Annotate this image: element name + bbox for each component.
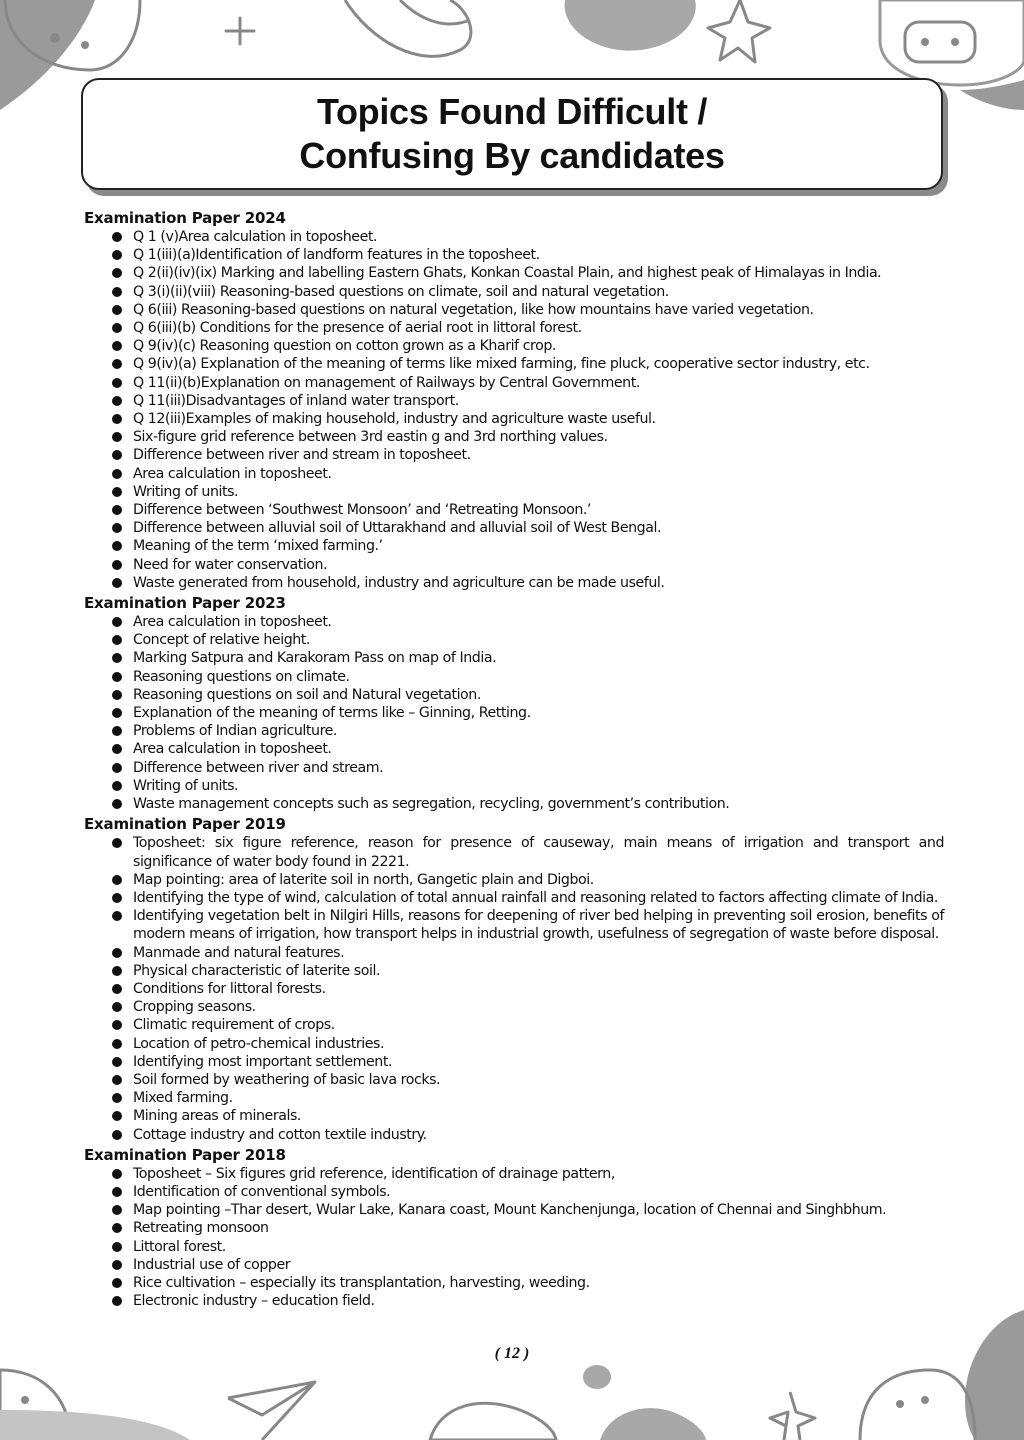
content	[84, 207, 944, 1310]
bullet-icon	[112, 984, 122, 994]
list-item: Six-figure grid reference between 3rd eastin g and 3rd northing values.	[84, 428, 944, 446]
list-item: Conditions for littoral forests.	[84, 980, 944, 998]
bullet-icon	[112, 1039, 122, 1049]
bullet-icon	[112, 505, 122, 515]
list-item: Q 1(iii)(a)Identification of landform features in the toposheet.	[84, 246, 944, 264]
bullet-icon	[112, 799, 122, 809]
list-item: Reasoning questions on climate.	[84, 668, 944, 686]
bullet-icon	[112, 1057, 122, 1067]
list-item: Problems of Indian agriculture.	[84, 722, 944, 740]
bullet-icon	[112, 653, 122, 663]
bullet-icon	[112, 948, 122, 958]
bullet-icon	[112, 305, 122, 315]
bullet-icon	[112, 838, 122, 848]
list-item: Mixed farming.	[84, 1089, 944, 1107]
bullet-icon	[112, 875, 122, 885]
list-item: Electronic industry – education field.	[84, 1292, 944, 1310]
bullet-icon	[112, 763, 122, 773]
list-item: Q 2(ii)(iv)(ix) Marking and labelling Eastern Ghats, Konkan Coastal Plain, and highest peak of Himalayas in India.	[84, 264, 944, 282]
list-2019	[84, 834, 944, 1143]
page-title-line-2: Confusing By candidates	[299, 135, 725, 176]
list-item: Identifying vegetation belt in Nilgiri Hills, reasons for deepening of river bed helping in preventing soil erosion, benefits of modern means of irrigation, how transport helps in industrial growth, usefulness of segregation of waste before disposal.	[84, 907, 944, 943]
list-item: Location of petro-chemical industries.	[84, 1035, 944, 1053]
bullet-icon	[112, 469, 122, 479]
bullet-icon	[112, 414, 122, 424]
bullet-icon	[112, 893, 122, 903]
list-item: Writing of units.	[84, 483, 944, 501]
list-item: Waste generated from household, industry and agriculture can be made useful.	[84, 574, 944, 592]
bullet-icon	[112, 560, 122, 570]
bullet-icon	[112, 1223, 122, 1233]
bullet-icon	[112, 1242, 122, 1252]
bullet-icon	[112, 1130, 122, 1140]
list-item: Rice cultivation – especially its transplantation, harvesting, weeding.	[84, 1274, 944, 1292]
bullet-icon	[112, 378, 122, 388]
list-2024	[84, 228, 944, 592]
list-item: Difference between alluvial soil of Uttarakhand and alluvial soil of West Bengal.	[84, 519, 944, 537]
list-item: Q 1 (v)Area calculation in toposheet.	[84, 228, 944, 246]
section-heading-2024: Examination Paper 2024	[84, 209, 286, 227]
page-title-line-1: Topics Found Difficult /	[316, 91, 708, 132]
bullet-icon	[112, 672, 122, 682]
list-item: Climatic requirement of crops.	[84, 1016, 944, 1034]
bullet-icon	[112, 432, 122, 442]
bullet-icon	[112, 635, 122, 645]
bullet-icon	[112, 1111, 122, 1121]
section-heading-2018: Examination Paper 2018	[84, 1145, 286, 1164]
list-item: Industrial use of copper	[84, 1256, 944, 1274]
bullet-icon	[112, 541, 122, 551]
title-box	[81, 78, 943, 190]
list-item: Q 6(iii)(b) Conditions for the presence of aerial root in littoral forest.	[84, 319, 944, 337]
list-item: Physical characteristic of laterite soil.	[84, 962, 944, 980]
bullet-icon	[112, 341, 122, 351]
bullet-icon	[112, 781, 122, 791]
list-item: Mining areas of minerals.	[84, 1107, 944, 1125]
list-item: Difference between ‘Southwest Monsoon’ and ‘Retreating Monsoon.’	[84, 501, 944, 519]
bullet-icon	[112, 450, 122, 460]
list-item: Soil formed by weathering of basic lava rocks.	[84, 1071, 944, 1089]
list-item: Area calculation in toposheet.	[84, 740, 944, 758]
bullet-icon	[112, 966, 122, 976]
list-item: Littoral forest.	[84, 1238, 944, 1256]
list-item: Map pointing –Thar desert, Wular Lake, Kanara coast, Mount Kanchenjunga, location of Chennai and Singhbhum.	[84, 1201, 944, 1219]
bullet-icon	[112, 396, 122, 406]
list-item: Writing of units.	[84, 777, 944, 795]
list-item: Toposheet: six figure reference, reason for presence of causeway, main means of irrigation and transport and significance of water body found in 2221.	[84, 834, 944, 870]
list-item: Q 12(iii)Examples of making household, industry and agriculture waste useful.	[84, 410, 944, 428]
bullet-icon	[112, 911, 122, 921]
list-item: Difference between river and stream in toposheet.	[84, 446, 944, 464]
bullet-icon	[112, 1187, 122, 1197]
list-item: Q 9(iv)(c) Reasoning question on cotton grown as a Kharif crop.	[84, 337, 944, 355]
bullet-icon	[112, 690, 122, 700]
bullet-icon	[112, 323, 122, 333]
list-item: Cropping seasons.	[84, 998, 944, 1016]
list-item: Retreating monsoon	[84, 1219, 944, 1237]
list-item: Identification of conventional symbols.	[84, 1183, 944, 1201]
list-item: Q 9(iv)(a) Explanation of the meaning of terms like mixed farming, fine pluck, cooperative sector industry, etc.	[84, 355, 944, 373]
bullet-icon	[112, 232, 122, 242]
bullet-icon	[112, 578, 122, 588]
bullet-icon	[112, 1093, 122, 1103]
list-2018	[84, 1165, 944, 1311]
list-item: Cottage industry and cotton textile industry.	[84, 1126, 944, 1144]
bullet-icon	[112, 523, 122, 533]
list-item: Need for water conservation.	[84, 556, 944, 574]
list-item: Manmade and natural features.	[84, 944, 944, 962]
list-2023	[84, 613, 944, 813]
list-item: Map pointing: area of laterite soil in north, Gangetic plain and Digboi.	[84, 871, 944, 889]
bullet-icon	[112, 487, 122, 497]
bullet-icon	[112, 359, 122, 369]
bullet-icon	[112, 708, 122, 718]
bullet-icon	[112, 726, 122, 736]
list-item: Reasoning questions on soil and Natural vegetation.	[84, 686, 944, 704]
list-item: Q 11(iii)Disadvantages of inland water transport.	[84, 392, 944, 410]
bullet-icon	[112, 287, 122, 297]
bullet-icon	[112, 1020, 122, 1030]
bullet-icon	[112, 1002, 122, 1012]
bullet-icon	[112, 744, 122, 754]
list-item: Marking Satpura and Karakoram Pass on map of India.	[84, 649, 944, 667]
bullet-icon	[112, 1075, 122, 1085]
bullet-icon	[112, 1205, 122, 1215]
list-item: Meaning of the term ‘mixed farming.’	[84, 537, 944, 555]
list-item: Identifying the type of wind, calculation of total annual rainfall and reasoning related to factors affecting climate of India.	[84, 889, 944, 907]
page-number: ( 12 )	[494, 1345, 530, 1362]
bullet-icon	[112, 250, 122, 260]
bullet-icon	[112, 1296, 122, 1306]
list-item: Area calculation in toposheet.	[84, 465, 944, 483]
list-item: Q 11(ii)(b)Explanation on management of Railways by Central Government.	[84, 374, 944, 392]
bullet-icon	[112, 617, 122, 627]
list-item: Concept of relative height.	[84, 631, 944, 649]
section-heading-2019: Examination Paper 2019	[84, 815, 286, 834]
list-item: Q 6(iii) Reasoning-based questions on natural vegetation, like how mountains have varied vegetation.	[84, 301, 944, 319]
bullet-icon	[112, 1169, 122, 1179]
list-item: Area calculation in toposheet.	[84, 613, 944, 631]
bullet-icon	[112, 1260, 122, 1270]
list-item: Q 3(i)(ii)(viii) Reasoning-based questions on climate, soil and natural vegetation.	[84, 283, 944, 301]
list-item: Explanation of the meaning of terms like – Ginning, Retting.	[84, 704, 944, 722]
bullet-icon	[112, 268, 122, 278]
list-item: Difference between river and stream.	[84, 759, 944, 777]
list-item: Waste management concepts such as segregation, recycling, government’s contribution.	[84, 795, 944, 813]
list-item: Toposheet – Six figures grid reference, identification of drainage pattern,	[84, 1165, 944, 1183]
bullet-icon	[112, 1278, 122, 1288]
section-heading-2023: Examination Paper 2023	[84, 594, 286, 613]
list-item: Identifying most important settlement.	[84, 1053, 944, 1071]
